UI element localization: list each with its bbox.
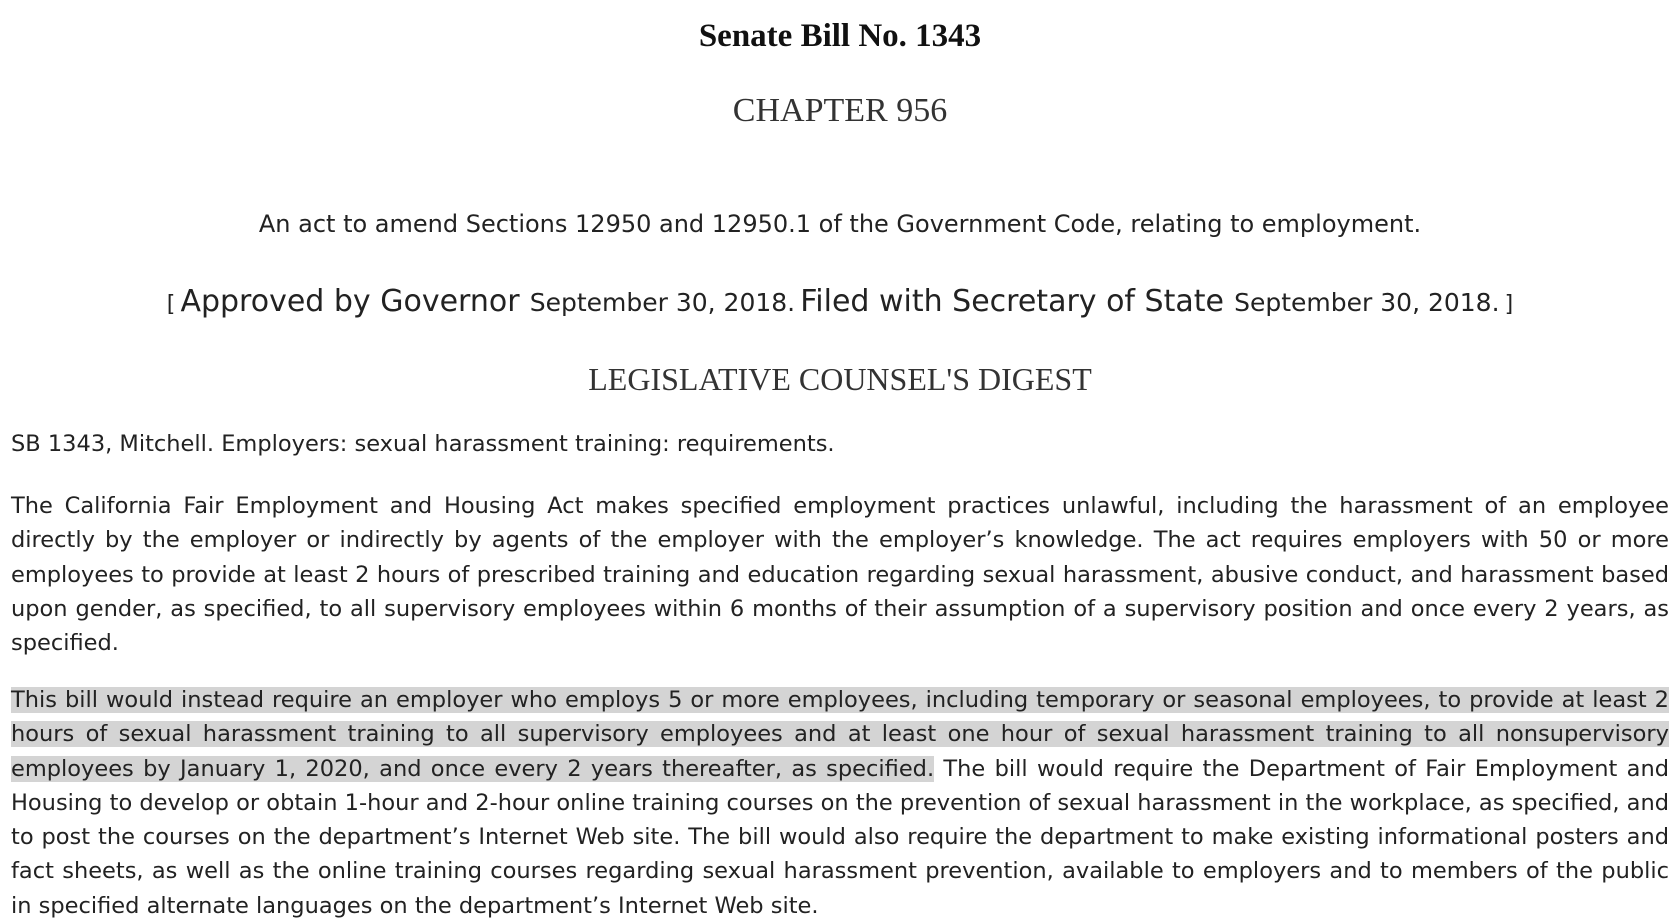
bill-title: Senate Bill No. 1343 xyxy=(698,18,982,54)
approval-line xyxy=(0,284,1680,319)
digest-paragraph xyxy=(11,683,1669,923)
approval-close-bracket: ] xyxy=(1504,292,1514,317)
filed-date: September 30, 2018. xyxy=(1234,288,1500,317)
highlighted-text: This bill would instead require an employer who employs 5 or more employees, including temporary or seasonal employees, to provide at least 2 hours of sexual harassment training to all supervisory employees and at least one hour of sexual harassment training to all nonsupervisory employees by January 1, 2020, and once every 2 years thereafter, as specified. xyxy=(11,687,1669,782)
approval-open-bracket: [ xyxy=(166,292,176,317)
paragraph-text: The bill would require the Department of Fair Employment and Housing to develop or obtain 1-hour and 2-hour online training courses on the prevention of sexual harassment in the workplace, as specified, and to post the courses on the department’s Internet Web site. The bill would also require the department to make existing informational posters and fact sheets, as well as the online training courses regarding sexual harassment prevention, available to employers and to members of the public in specified alternate languages on the department’s Internet Web site. xyxy=(11,755,1669,919)
chapter-heading: CHAPTER 956 xyxy=(732,92,948,129)
filed-label: Filed with Secretary of State xyxy=(800,284,1224,319)
approved-label: Approved by Governor xyxy=(180,284,520,319)
summary-line: SB 1343, Mitchell. Employers: sexual harassment training: requirements. xyxy=(11,431,835,457)
act-description: An act to amend Sections 12950 and 12950.1 of the Government Code, relating to employment. xyxy=(258,210,1422,238)
digest-heading: LEGISLATIVE COUNSEL'S DIGEST xyxy=(588,361,1092,397)
approved-date: September 30, 2018. xyxy=(529,288,796,317)
digest-paragraph xyxy=(11,489,1669,660)
paragraph-text: The California Fair Employment and Housing Act makes specified employment practices unlawful, including the harassment of an employee directly by the employer or indirectly by agents of the employer with the employer’s knowledge. The act requires employers with 50 or more employees to provide at least 2 hours of prescribed training and education regarding sexual harassment, abusive conduct, and harassment based upon gender, as specified, to all supervisory employees within 6 months of their assumption of a supervisory position and once every 2 years, as specified. xyxy=(11,493,1669,657)
